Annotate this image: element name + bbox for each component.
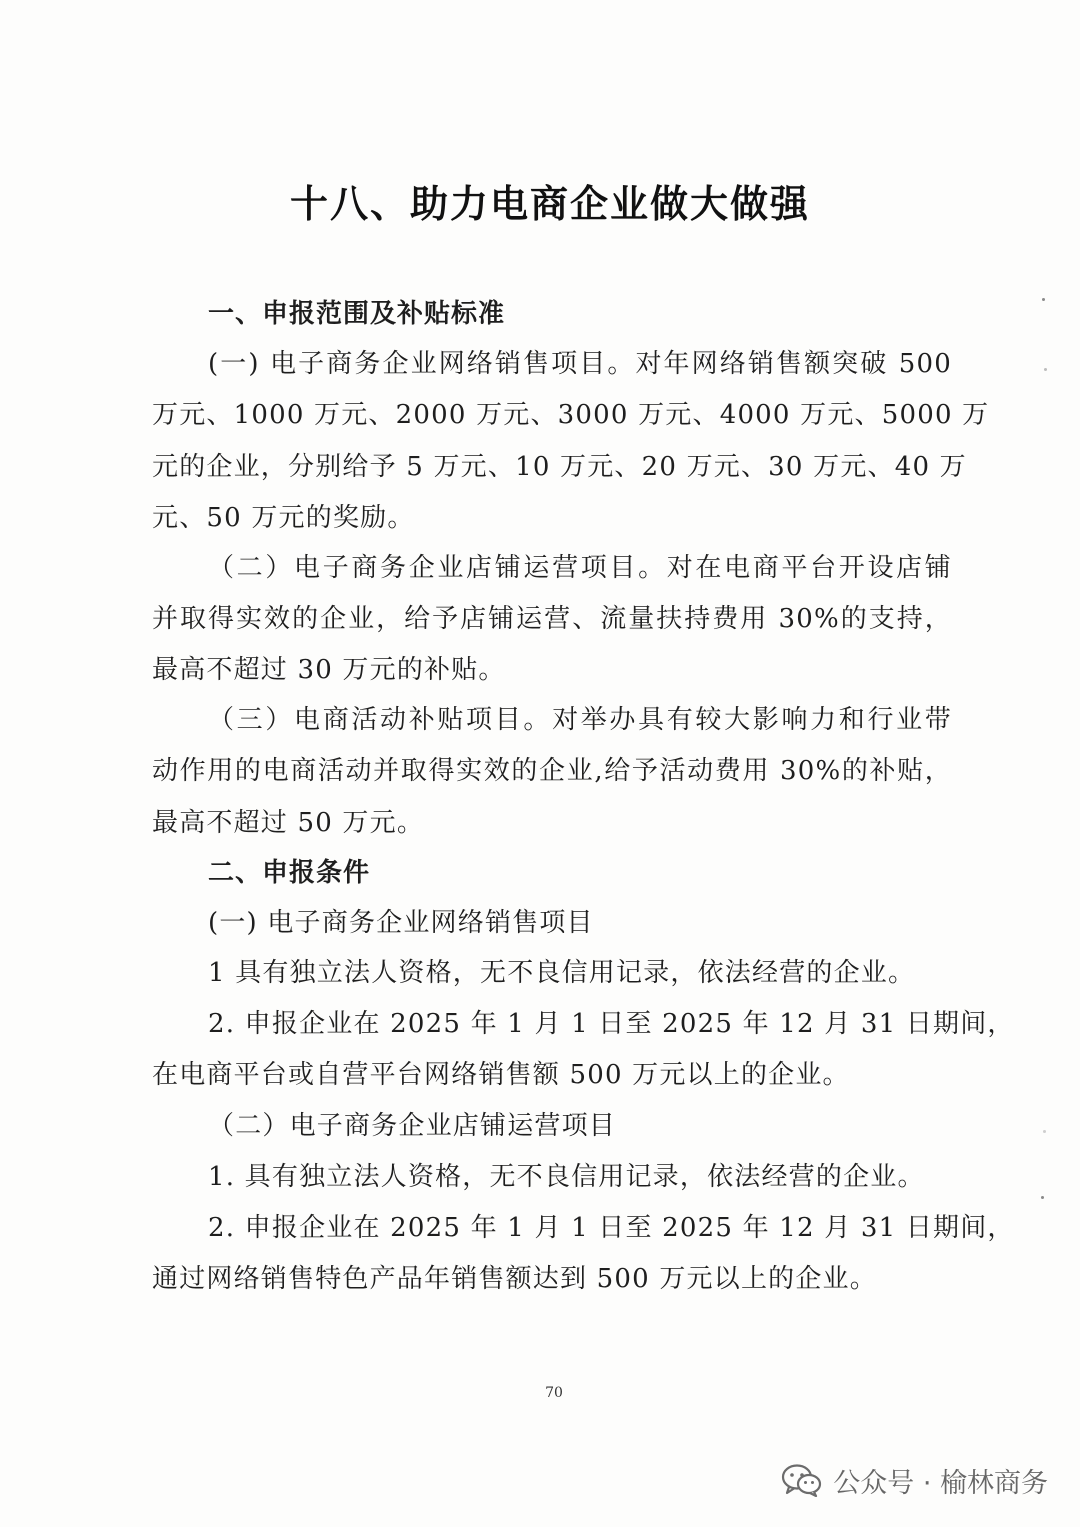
paragraph-line: 在电商平台或自营平台网络销售额 500 万元以上的企业。 xyxy=(152,1060,850,1090)
wechat-icon xyxy=(781,1463,823,1497)
subheading: (一) 电子商务企业网络销售项目 xyxy=(208,908,594,938)
scan-speck xyxy=(1041,1196,1044,1199)
paragraph-line: 动作用的电商活动并取得实效的企业,给予活动费用 30%的补贴， xyxy=(152,756,952,786)
paragraph-line: 元的企业，分别给予 5 万元、10 万元、20 万元、30 万元、40 万 xyxy=(152,452,967,482)
section-heading-conditions: 二、申报条件 xyxy=(208,858,371,888)
scan-speck xyxy=(1043,1130,1046,1133)
scan-speck xyxy=(1042,298,1045,301)
paragraph-line: 1 具有独立法人资格，无不良信用记录，依法经营的企业。 xyxy=(208,958,916,988)
paragraph-line: 2. 申报企业在 2025 年 1 月 1 日至 2025 年 12 月 31 日期间， xyxy=(208,1213,1015,1243)
paragraph-line: 元、50 万元的奖励。 xyxy=(152,503,415,533)
paragraph-line: 最高不超过 30 万元的补贴。 xyxy=(152,655,506,685)
paragraph-line: 1. 具有独立法人资格，无不良信用记录，依法经营的企业。 xyxy=(208,1162,925,1192)
subheading: （二）电子商务企业店铺运营项目 xyxy=(208,1111,617,1141)
paragraph-line: （二）电子商务企业店铺运营项目。对在电商平台开设店铺 xyxy=(208,553,952,583)
paragraph-line: 万元、1000 万元、2000 万元、3000 万元、4000 万元、5000 万 xyxy=(152,400,990,430)
paragraph-line: 通过网络销售特色产品年销售额达到 500 万元以上的企业。 xyxy=(152,1264,877,1294)
paragraph-line: 2. 申报企业在 2025 年 1 月 1 日至 2025 年 12 月 31 日期间， xyxy=(208,1009,1015,1039)
watermark-text: 公众号 · 榆林商务 xyxy=(833,1467,1048,1499)
paragraph-line: (一) 电子商务企业网络销售项目。对年网络销售额突破 500 xyxy=(208,349,952,379)
paragraph-line: 并取得实效的企业，给予店铺运营、流量扶持费用 30%的支持， xyxy=(152,604,952,634)
watermark xyxy=(781,1458,1048,1502)
page-number: 70 xyxy=(545,1385,563,1401)
scan-speck xyxy=(1044,368,1047,371)
section-heading-scope: 一、申报范围及补贴标准 xyxy=(208,299,506,329)
document-title: 十八、助力电商企业做大做强 xyxy=(289,182,810,226)
paragraph-line: 最高不超过 50 万元。 xyxy=(152,808,425,838)
paragraph-line: （三）电商活动补贴项目。对举办具有较大影响力和行业带 xyxy=(208,705,952,735)
